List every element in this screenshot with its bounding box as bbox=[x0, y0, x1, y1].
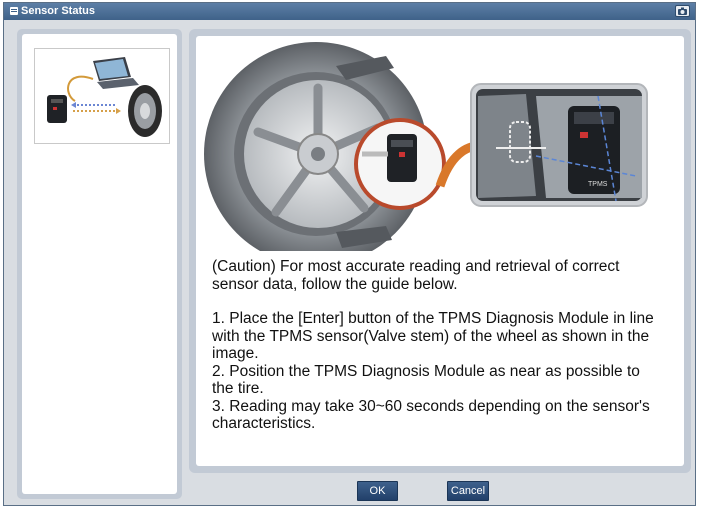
main-panel bbox=[189, 29, 691, 473]
title-bar bbox=[4, 3, 695, 20]
instructions-text bbox=[212, 258, 682, 433]
sidebar-panel bbox=[17, 29, 182, 499]
wheel-alignment-illustration bbox=[196, 36, 684, 251]
cancel-button[interactable]: Cancel bbox=[447, 481, 489, 501]
step2-line-2: the tire. bbox=[212, 380, 264, 397]
camera-icon[interactable] bbox=[675, 5, 690, 17]
laptop-module-tire-icon bbox=[35, 49, 169, 143]
tpms-device-label: TPMS bbox=[588, 181, 608, 188]
step3-line-1: 3. Reading may take 30~60 seconds depending on the sensor's bbox=[212, 397, 650, 415]
step1-line-2: with the TPMS sensor(Valve stem) of the wheel as shown in the bbox=[212, 327, 650, 345]
step3-line-2: characteristics. bbox=[212, 415, 316, 432]
step1-line-3: image. bbox=[212, 345, 259, 362]
caution-line-2: sensor data, follow the guide below. bbox=[212, 275, 458, 293]
caution-line-1: (Caution) For most accurate reading and retrieval of correct bbox=[212, 258, 620, 275]
ok-button[interactable]: OK bbox=[357, 481, 398, 501]
sidebar-content bbox=[22, 34, 177, 494]
step2-line-1: 2. Position the TPMS Diagnosis Module as near as possible to bbox=[212, 362, 640, 380]
window-menu-icon[interactable] bbox=[9, 6, 19, 16]
step1-line-1: 1. Place the [Enter] button of the TPMS Diagnosis Module in line bbox=[212, 310, 654, 327]
main-content bbox=[196, 36, 684, 466]
window-title: Sensor Status bbox=[21, 5, 95, 17]
sensor-guide-thumbnail[interactable] bbox=[34, 48, 170, 144]
sensor-status-window bbox=[3, 2, 696, 506]
